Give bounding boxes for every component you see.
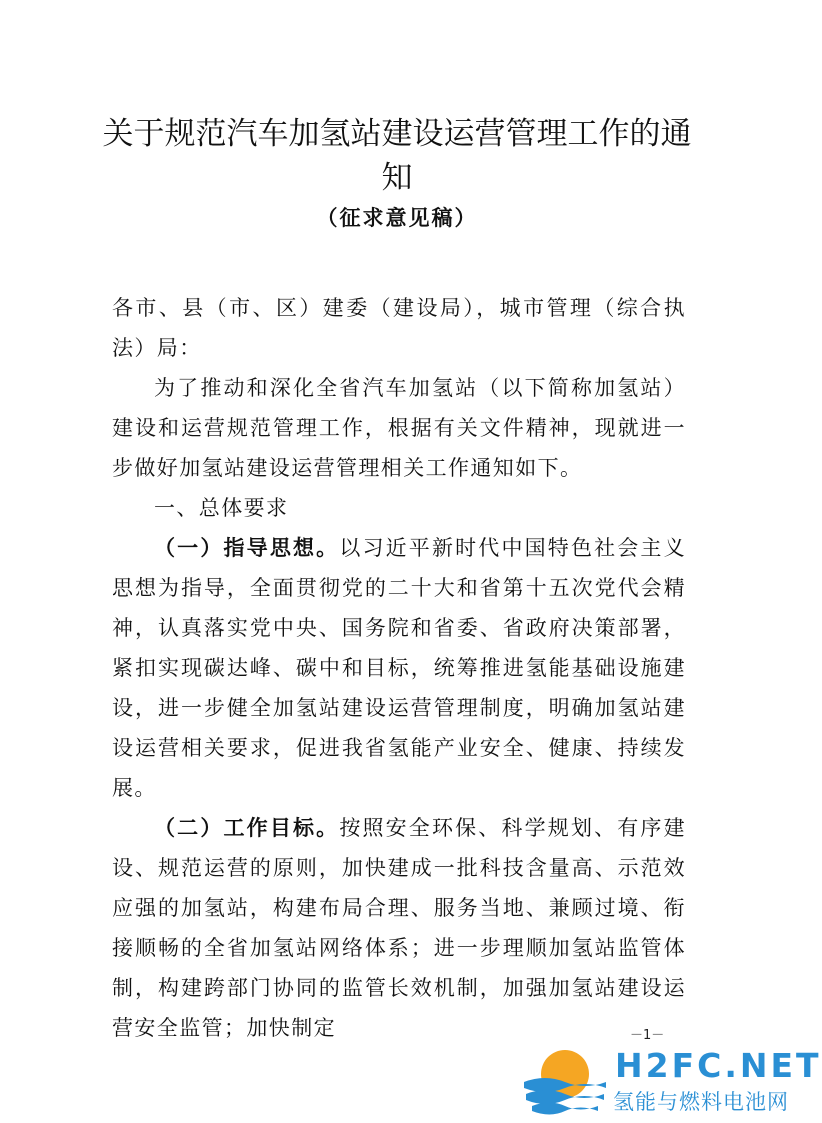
watermark-brand: H2FC.NET bbox=[615, 1046, 822, 1085]
addressee-line: 各市、县（市、区）建委（建设局），城市管理（综合执法）局： bbox=[112, 296, 686, 360]
document-body bbox=[112, 288, 686, 1048]
item2-text: 按照安全环保、科学规划、有序建设、规范运营的原则，加快建成一批科技含量高、示范效应强的加氢站，构建布局合理、服务当地、兼顾过境、衔接顺畅的全省加氢站网络体系；进一步理顺加氢站监管体制，构建跨部门协同的监管长效机制，加强加氢站建设运营安全监管；加快制定 bbox=[112, 816, 686, 1040]
intro-paragraph: 为了推动和深化全省汽车加氢站（以下简称加氢站）建设和运营规范管理工作，根据有关文件精神，现就进一步做好加氢站建设运营管理相关工作通知如下。 bbox=[112, 376, 686, 480]
page-number: －1－ bbox=[630, 1028, 665, 1043]
item1-paragraph bbox=[112, 528, 686, 808]
watermark-logo bbox=[520, 1044, 822, 1119]
document-title: 关于规范汽车加氢站建设运营管理工作的通知 bbox=[102, 116, 692, 196]
item1-text: 以习近平新时代中国特色社会主义思想为指导，全面贯彻党的二十大和省第十五次党代会精神，认真落实党中央、国务院和省委、省政府决策部署，紧扣实现碳达峰、碳中和目标，统筹推进氢能基础设施建设，进一步健全加氢站建设运营管理制度，明确加氢站建设运营相关要求，促进我省氢能产业安全、健康、持续发展。 bbox=[112, 536, 686, 800]
item2-heading: （二）工作目标。 bbox=[154, 816, 340, 840]
watermark-tagline: 氢能与燃料电池网 bbox=[613, 1090, 789, 1114]
item1-heading: （一）指导思想。 bbox=[154, 536, 340, 560]
document-subtitle: （征求意见稿） bbox=[316, 206, 478, 230]
item2-paragraph bbox=[112, 808, 686, 1048]
section-heading: 一、总体要求 bbox=[154, 496, 289, 520]
sun-wave-logo-icon bbox=[520, 1044, 610, 1119]
